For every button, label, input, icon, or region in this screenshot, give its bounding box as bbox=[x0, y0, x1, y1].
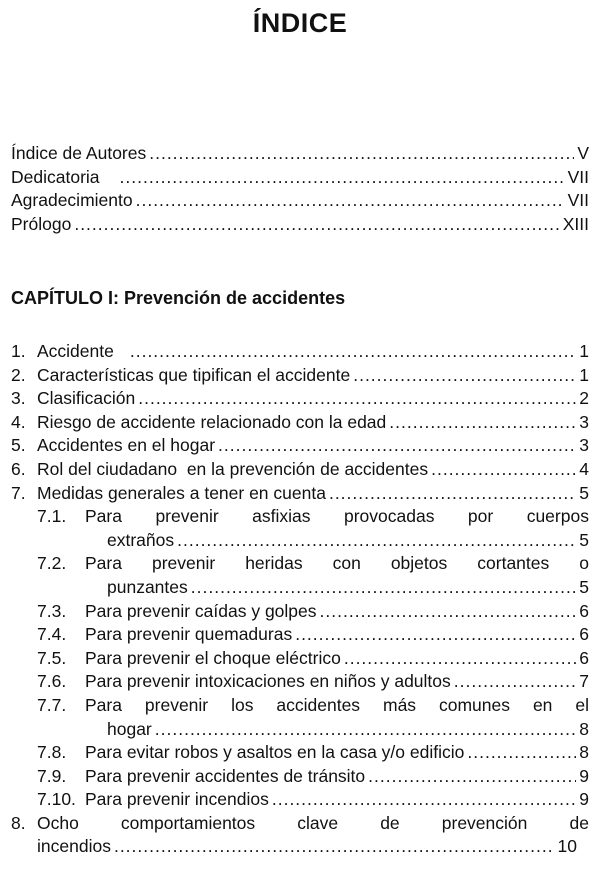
toc-entry-page: 6 bbox=[579, 647, 589, 668]
toc-entry bbox=[11, 213, 589, 237]
toc-entry-number: 6. bbox=[11, 458, 26, 479]
leader-dots bbox=[138, 387, 576, 411]
toc-subentry bbox=[11, 741, 589, 765]
toc-entry-text: Para prevenir los accidentes más comunes en el bbox=[85, 694, 589, 715]
toc-entry-number: 7.5. bbox=[37, 647, 67, 668]
toc-subentry bbox=[11, 647, 589, 671]
toc-entry-text: Medidas generales a tener en cuenta bbox=[37, 482, 326, 503]
leader-dots bbox=[74, 213, 559, 237]
toc-entry-number: 7. bbox=[11, 482, 26, 503]
toc-entry bbox=[11, 340, 589, 364]
toc-entry-number: 2. bbox=[11, 364, 26, 385]
toc-entry-number: 7.4. bbox=[37, 624, 67, 645]
leader-dots bbox=[149, 142, 574, 166]
toc-entry-text: Para prevenir intoxicaciones en niños y adultos bbox=[85, 671, 451, 692]
toc-entry-text: Características que tipifican el accidente bbox=[37, 364, 351, 385]
leader-dots bbox=[368, 765, 576, 789]
toc-entry-page: XIII bbox=[562, 213, 589, 234]
toc-entry-page: 8 bbox=[579, 742, 589, 763]
toc-entry bbox=[11, 142, 589, 166]
toc-entry-text-cont: punzantes bbox=[107, 576, 188, 597]
toc-entry-page: 1 bbox=[579, 364, 589, 385]
toc-entry-number: 8. bbox=[11, 812, 26, 833]
toc-entry-page: 9 bbox=[579, 789, 589, 810]
toc-entry bbox=[11, 166, 589, 190]
toc-entry-page: 2 bbox=[579, 388, 589, 409]
leader-dots bbox=[177, 529, 576, 553]
toc-entry-page: V bbox=[577, 143, 589, 163]
toc-subentry bbox=[11, 765, 589, 789]
chapter-heading: CAPÍTULO I: Prevención de accidentes bbox=[11, 288, 346, 308]
chapter-toc-list bbox=[11, 340, 589, 859]
toc-entry-text: Para prevenir el choque eléctrico bbox=[85, 647, 341, 668]
toc-entry-page: 7 bbox=[579, 671, 589, 692]
toc-entry-page: 10 bbox=[557, 836, 577, 857]
toc-entry-number: 7.6. bbox=[37, 671, 67, 692]
leader-dots bbox=[329, 482, 576, 506]
leader-dots bbox=[272, 788, 576, 812]
leader-dots bbox=[431, 458, 576, 482]
toc-entry-text-cont: incendios bbox=[37, 836, 111, 857]
toc-entry-text: Para prevenir quemaduras bbox=[85, 624, 293, 645]
toc-entry-text: Para prevenir accidentes de tránsito bbox=[85, 765, 366, 786]
toc-entry-text: Prólogo bbox=[11, 213, 72, 234]
toc-subentry bbox=[11, 552, 589, 599]
toc-entry-text: Para prevenir heridas con objetos cortantes o bbox=[85, 553, 589, 574]
toc-entry-page: VII bbox=[567, 166, 589, 187]
toc-entry-page: 5 bbox=[579, 529, 589, 550]
leader-dots bbox=[295, 623, 576, 647]
toc-entry bbox=[11, 189, 589, 213]
toc-entry-page: VII bbox=[567, 190, 589, 211]
toc-subentry bbox=[11, 788, 589, 812]
toc-entry-number: 7.3. bbox=[37, 600, 67, 621]
toc-entry-text: Rol del ciudadano en la prevención de accidentes bbox=[37, 458, 429, 479]
page-title: ÍNDICE bbox=[252, 8, 348, 38]
leader-dots bbox=[114, 835, 555, 859]
toc-entry-text-cont: extraños bbox=[107, 529, 175, 550]
toc-entry-page: 5 bbox=[579, 576, 589, 597]
toc-entry bbox=[11, 411, 589, 435]
leader-dots bbox=[130, 340, 576, 364]
toc-entry-page: 6 bbox=[579, 600, 589, 621]
toc-entry-text-cont: hogar bbox=[107, 718, 152, 739]
toc-subentry bbox=[11, 623, 589, 647]
toc-subentry bbox=[11, 505, 589, 552]
toc-subentry bbox=[11, 600, 589, 624]
leader-dots bbox=[353, 364, 576, 388]
toc-entry-page: 3 bbox=[579, 435, 589, 456]
toc-subentry bbox=[11, 694, 589, 741]
toc-entry-page: 8 bbox=[579, 718, 589, 739]
toc-entry-number: 7.7. bbox=[37, 694, 67, 715]
toc-entry-number: 1. bbox=[11, 341, 26, 361]
leader-dots bbox=[191, 576, 577, 600]
toc-entry-number: 5. bbox=[11, 435, 26, 456]
leader-dots bbox=[320, 600, 577, 624]
toc-entry-text: Para prevenir asfixias provocadas por cuerpos bbox=[85, 506, 589, 527]
leader-dots bbox=[120, 166, 565, 190]
toc-entry-number: 7.1. bbox=[37, 506, 67, 527]
toc-entry-text: Clasificación bbox=[37, 388, 136, 409]
toc-entry-text: Riesgo de accidente relacionado con la edad bbox=[37, 411, 387, 432]
toc-entry-text: Para evitar robos y asaltos en la casa y/o edificio bbox=[85, 742, 465, 763]
toc-entry-page: 3 bbox=[579, 411, 589, 432]
leader-dots bbox=[389, 411, 576, 435]
toc-entry-text: Índice de Autores bbox=[11, 143, 147, 163]
toc-entry bbox=[11, 458, 589, 482]
toc-entry-number: 3. bbox=[11, 388, 26, 409]
toc-entry bbox=[11, 812, 589, 859]
leader-dots bbox=[218, 434, 576, 458]
toc-entry-page: 6 bbox=[579, 624, 589, 645]
toc-subentry bbox=[11, 670, 589, 694]
toc-entry-number: 7.10. bbox=[37, 789, 76, 810]
leader-dots bbox=[136, 189, 565, 213]
toc-entry bbox=[11, 364, 589, 388]
toc-entry-text: Dedicatoria bbox=[11, 166, 100, 187]
toc-entry-text: Agradecimiento bbox=[11, 190, 133, 211]
toc-entry-text: Ocho comportamientos clave de prevención de bbox=[37, 812, 589, 833]
toc-entry-page: 4 bbox=[579, 458, 589, 479]
leader-dots bbox=[467, 741, 576, 765]
toc-entry bbox=[11, 434, 589, 458]
front-matter-list bbox=[11, 142, 589, 236]
toc-entry-text: Para prevenir incendios bbox=[85, 789, 269, 810]
leader-dots bbox=[344, 647, 576, 671]
toc-entry-page: 5 bbox=[579, 482, 589, 503]
toc-entry-text: Para prevenir caídas y golpes bbox=[85, 600, 317, 621]
toc-entry-number: 7.8. bbox=[37, 742, 67, 763]
toc-entry-page: 1 bbox=[579, 341, 589, 361]
toc-entry-number: 7.2. bbox=[37, 553, 67, 574]
leader-dots bbox=[454, 670, 577, 694]
toc-entry-number: 4. bbox=[11, 411, 26, 432]
toc-entry bbox=[11, 482, 589, 506]
toc-entry-text: Accidente bbox=[37, 341, 114, 361]
leader-dots bbox=[155, 718, 577, 742]
toc-entry-text: Accidentes en el hogar bbox=[37, 435, 216, 456]
toc-entry-number: 7.9. bbox=[37, 765, 67, 786]
toc-entry bbox=[11, 387, 589, 411]
toc-entry-page: 9 bbox=[579, 765, 589, 786]
